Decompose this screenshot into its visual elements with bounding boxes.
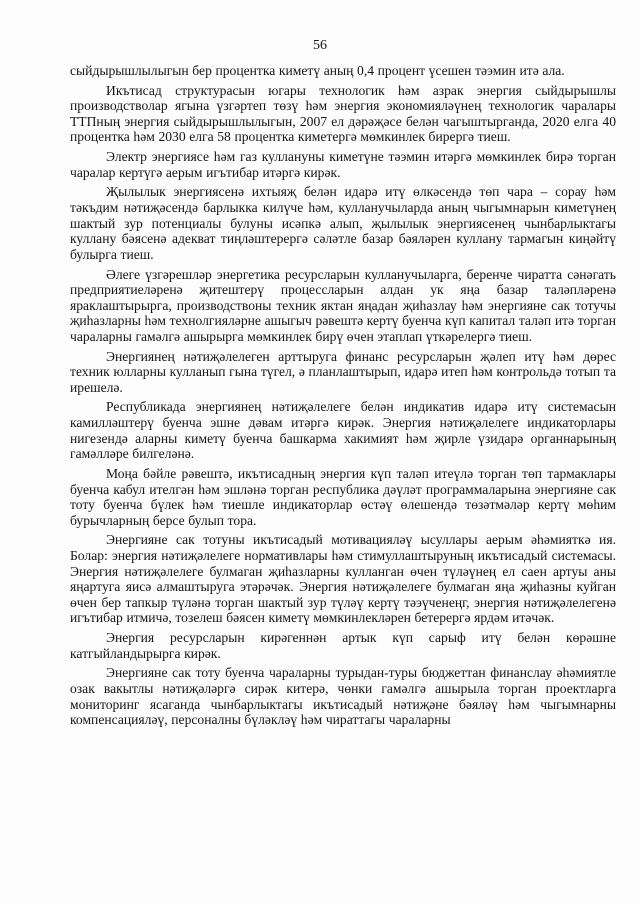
paragraph: Энергияне сак тоту буенча чараларны турыдан-туры бюджеттан финанслау әһәмиятле озак вакытлы нәтиҗәләргә сирәк китерә, чөнки гамәлгә ашырыла торган проектларга мониторинг ясаганда чынбарлыктагы икътисадый нәтиҗәне бәяләү һәм чыгымнарны компенсацияләү, персоналны бүләкләү һәм чираттагы чараларны (70, 665, 616, 728)
body-text (70, 63, 616, 728)
paragraph: Икътисад структурасын югары технологик һәм азрак энергия сыйдырышлы производстволар ягына үзгәртеп төзү һәм энергия экономияләүнең технологик чаралары ТТПның энергия сыйдырышлылыгын, 2007 ел дәрәҗәсе белән чагыштырганда, 2020 елга 40 процентка һәм 2030 елга 58 процентка киметергә мөмкинлек бирергә тиеш. (70, 82, 616, 145)
paragraph: Әлеге үзгәрешләр энергетика ресурсларын кулланучыларга, беренче чиратта сәнәгать предприятиеләренә җитештерү процессларын алдан ук яңа базар таләпләренә яраклаштырырга, производствоны техник яктан яңадан җиһазлау һәм энергияне сак тотучы җиһазларны һәм технолгияләрне ашыгыч рәвештә кертү буенча күп капитал таләп итә торган чараларны гамәлгә ашырырга мөмкинлек бирү өчен этаплап үткәрелергә тиеш. (70, 266, 616, 344)
page-number: 56 (313, 38, 327, 53)
paragraph-continued: сыйдырышлылыгын бер процентка киметү аның 0,4 процент үсешен тәэмин итә ала. (70, 63, 565, 78)
paragraph: Энергия ресурсларын кирәгеннән артык күп сарыф итү белән көрәшне катгыйландырырга кирәк. (70, 630, 616, 661)
paragraph: Республикада энергиянең нәтиҗәлелеге белән индикатив идарә итү системасын камилләштерү буенча эшне дәвам итәргә кирәк. Энергия нәтиҗәлелеге индикаторлары нигезендә аларны киметү буенча башкарма хакимият һәм җирле үзидарә органнарының гамәлләре билгеләнә. (70, 399, 616, 462)
paragraph: Электр энергиясе һәм газ куллануны киметүне тәэмин итәргә мөмкинлек бирә торган чаралар кертүгә аерым игътибар итәргә кирәк. (70, 149, 616, 180)
paragraph: Энергияне сак тотуны икътисадый мотивацияләү ысуллары аерым әһәмияткә ия. Болар: энергия нәтиҗәлелеге нормативлары һәм стимуллаштыруның икътисадый системасы. Энергия нәтиҗәлелеге булмаган җиһазларны кулланган өчен түләүнең ел саен артуы аны яңартуга яисә алмаштыруга этәрәчәк. Энергия нәтиҗәлелеге булмаган яңа җиһазны куйган өчен бер тапкыр түләнә торган шактый зур түләү кертү тәэүченеңг, энергия нәтиҗәлелегенә игътибар итмичә, тозелеш бәясен киметү мөмкинлекләрен бетерергә ярдәм итәчәк. (70, 532, 616, 626)
paragraph: Энергиянең нәтиҗәлелеген арттыруга финанс ресурсларын җәлеп итү һәм дөрес техник юлларны кулланып гына түгел, ә планлаштырып, идарә итеп һәм контрольдә тотып та ирешелә. (70, 348, 616, 395)
paragraph: Җылылык энергиясенә ихтыяҗ белән идарә итү өлкәсендә төп чара – сорау һәм тәкъдим нәтиҗәсендә барлыкка килүче һәм, кулланучыларда аның чыгымнарын киметүнең шактый зур потенциалы булуны исәпкә алып, җылылык энергиясенең чынбарлыктагы куллану бәясенә адекват тиңләштерергә сәләтле базар бәяләрен куллану тармагын киңәйтү булырга тиеш. (70, 184, 616, 262)
paragraph: Моңа бәйле рәвештә, икътисадның энергия күп таләп итеүлә торган төп тармаклары буенча кабул ителгән һәм эшләнә торган республика дәүләт программаларына энергияне сак тоту буенча бүлек һәм тиешле индикаторлар өстәү өлешендә төзәтмәләр кертү мөһим бурычларның берсе булып тора. (70, 465, 616, 528)
